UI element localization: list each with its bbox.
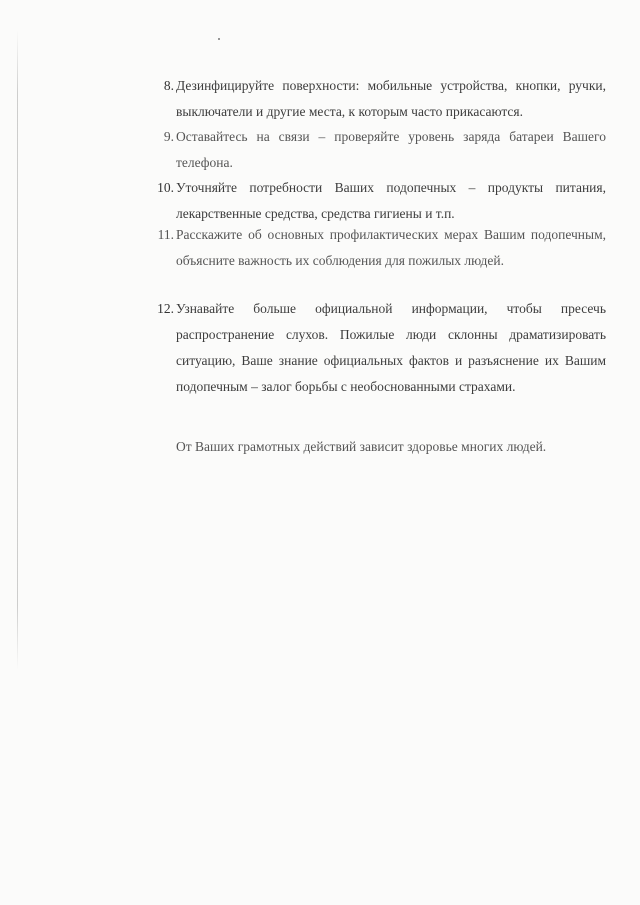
item-number: 12. bbox=[157, 301, 174, 316]
item-text: Оставайтесь на связи – проверяйте уровень заряда батареи Вашего телефона. bbox=[176, 129, 606, 170]
scan-edge-line bbox=[17, 30, 18, 670]
item-number: 10. bbox=[157, 180, 174, 195]
item-text: Узнавайте больше официальной информации, чтобы пресечь распространение слухов. Пожилые люди склонны драматизировать ситуацию, Ваше знание официальных фактов и разъяснение их Вашим подопечным – залог борьбы с необоснованными страхами. bbox=[176, 301, 606, 394]
item-text: Расскажите об основных профилактических мерах Вашим подопечным, объясните важность их соблюдения для пожилых людей. bbox=[176, 227, 606, 268]
closing-statement: От Ваших грамотных действий зависит здоровье многих людей. bbox=[176, 438, 547, 454]
item-number: 8. bbox=[163, 78, 174, 93]
item-number: 9. bbox=[163, 129, 174, 144]
item-text: Уточняйте потребности Ваших подопечных – продукты питания, лекарственные средства, средства гигиены и т.п. bbox=[176, 180, 606, 221]
item-number: 11. bbox=[157, 227, 174, 242]
item-text: Дезинфицируйте поверхности: мобильные устройства, кнопки, ручки, выключатели и другие места, к которым часто прикасаются. bbox=[176, 78, 606, 119]
scan-speck bbox=[218, 38, 220, 40]
